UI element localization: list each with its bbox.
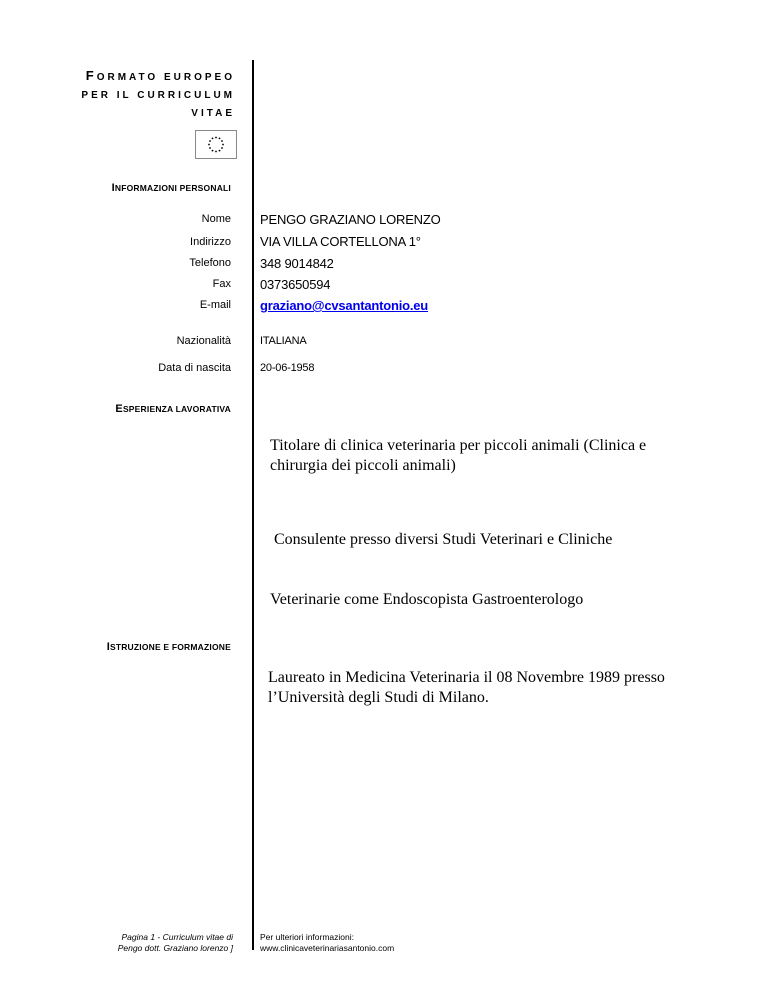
eu-flag-icon <box>195 130 237 159</box>
birth-value: 20-06-1958 <box>260 362 315 374</box>
birth-label: Data di nascita <box>158 362 231 374</box>
fax-label: Fax <box>212 278 231 290</box>
experience-paragraph-2: Consulente presso diversi Studi Veterinari e Cliniche Veterinarie come Endoscopista Gastroenterologo <box>270 531 613 608</box>
experience-paragraph-1: Titolare di clinica veterinaria per piccoli animali (Clinica e chirurgia dei piccoli animali) <box>270 437 647 474</box>
section-title-personal: INFORMAZIONI PERSONALI <box>111 182 231 194</box>
header-line-3: VITAE <box>191 108 235 119</box>
email-link[interactable]: graziano@cvsantantonio.eu <box>260 298 429 313</box>
section-title-education: ISTRUZIONE E FORMAZIONE <box>106 641 231 653</box>
name-label: Nome <box>201 213 231 225</box>
phone-label: Telefono <box>189 257 231 269</box>
eu-stars-icon <box>196 131 236 158</box>
header-line-2: PER IL CURRICULUM <box>81 90 235 101</box>
education-paragraph: Laureato in Medicina Veterinaria il 08 Novembre 1989 presso l’Università degli Studi di Milano. <box>268 669 665 706</box>
footer-more-info: Per ulteriori informazioni: www.clinicaveterinariasantonio.com <box>260 932 395 953</box>
vertical-divider <box>252 60 254 950</box>
address-label: Indirizzo <box>190 236 231 248</box>
nationality-label: Nazionalità <box>176 335 231 347</box>
footer-page-info: Pagina 1 - Curriculum vitae di Pengo dott. Graziano lorenzo ] <box>117 932 233 953</box>
document-header <box>81 67 235 123</box>
nationality-value: ITALIANA <box>260 335 307 347</box>
address-value: VIA VILLA CORTELLONA 1° <box>260 234 421 249</box>
name-value: PENGO GRAZIANO LORENZO <box>260 212 441 227</box>
email-value <box>260 298 428 313</box>
section-title-experience: ESPERIENZA LAVORATIVA <box>115 403 231 415</box>
phone-value: 348 9014842 <box>260 256 334 271</box>
header-line-1: FORMATO EUROPEO <box>85 68 235 83</box>
fax-value: 0373650594 <box>260 277 331 292</box>
email-label: E-mail <box>199 299 231 311</box>
